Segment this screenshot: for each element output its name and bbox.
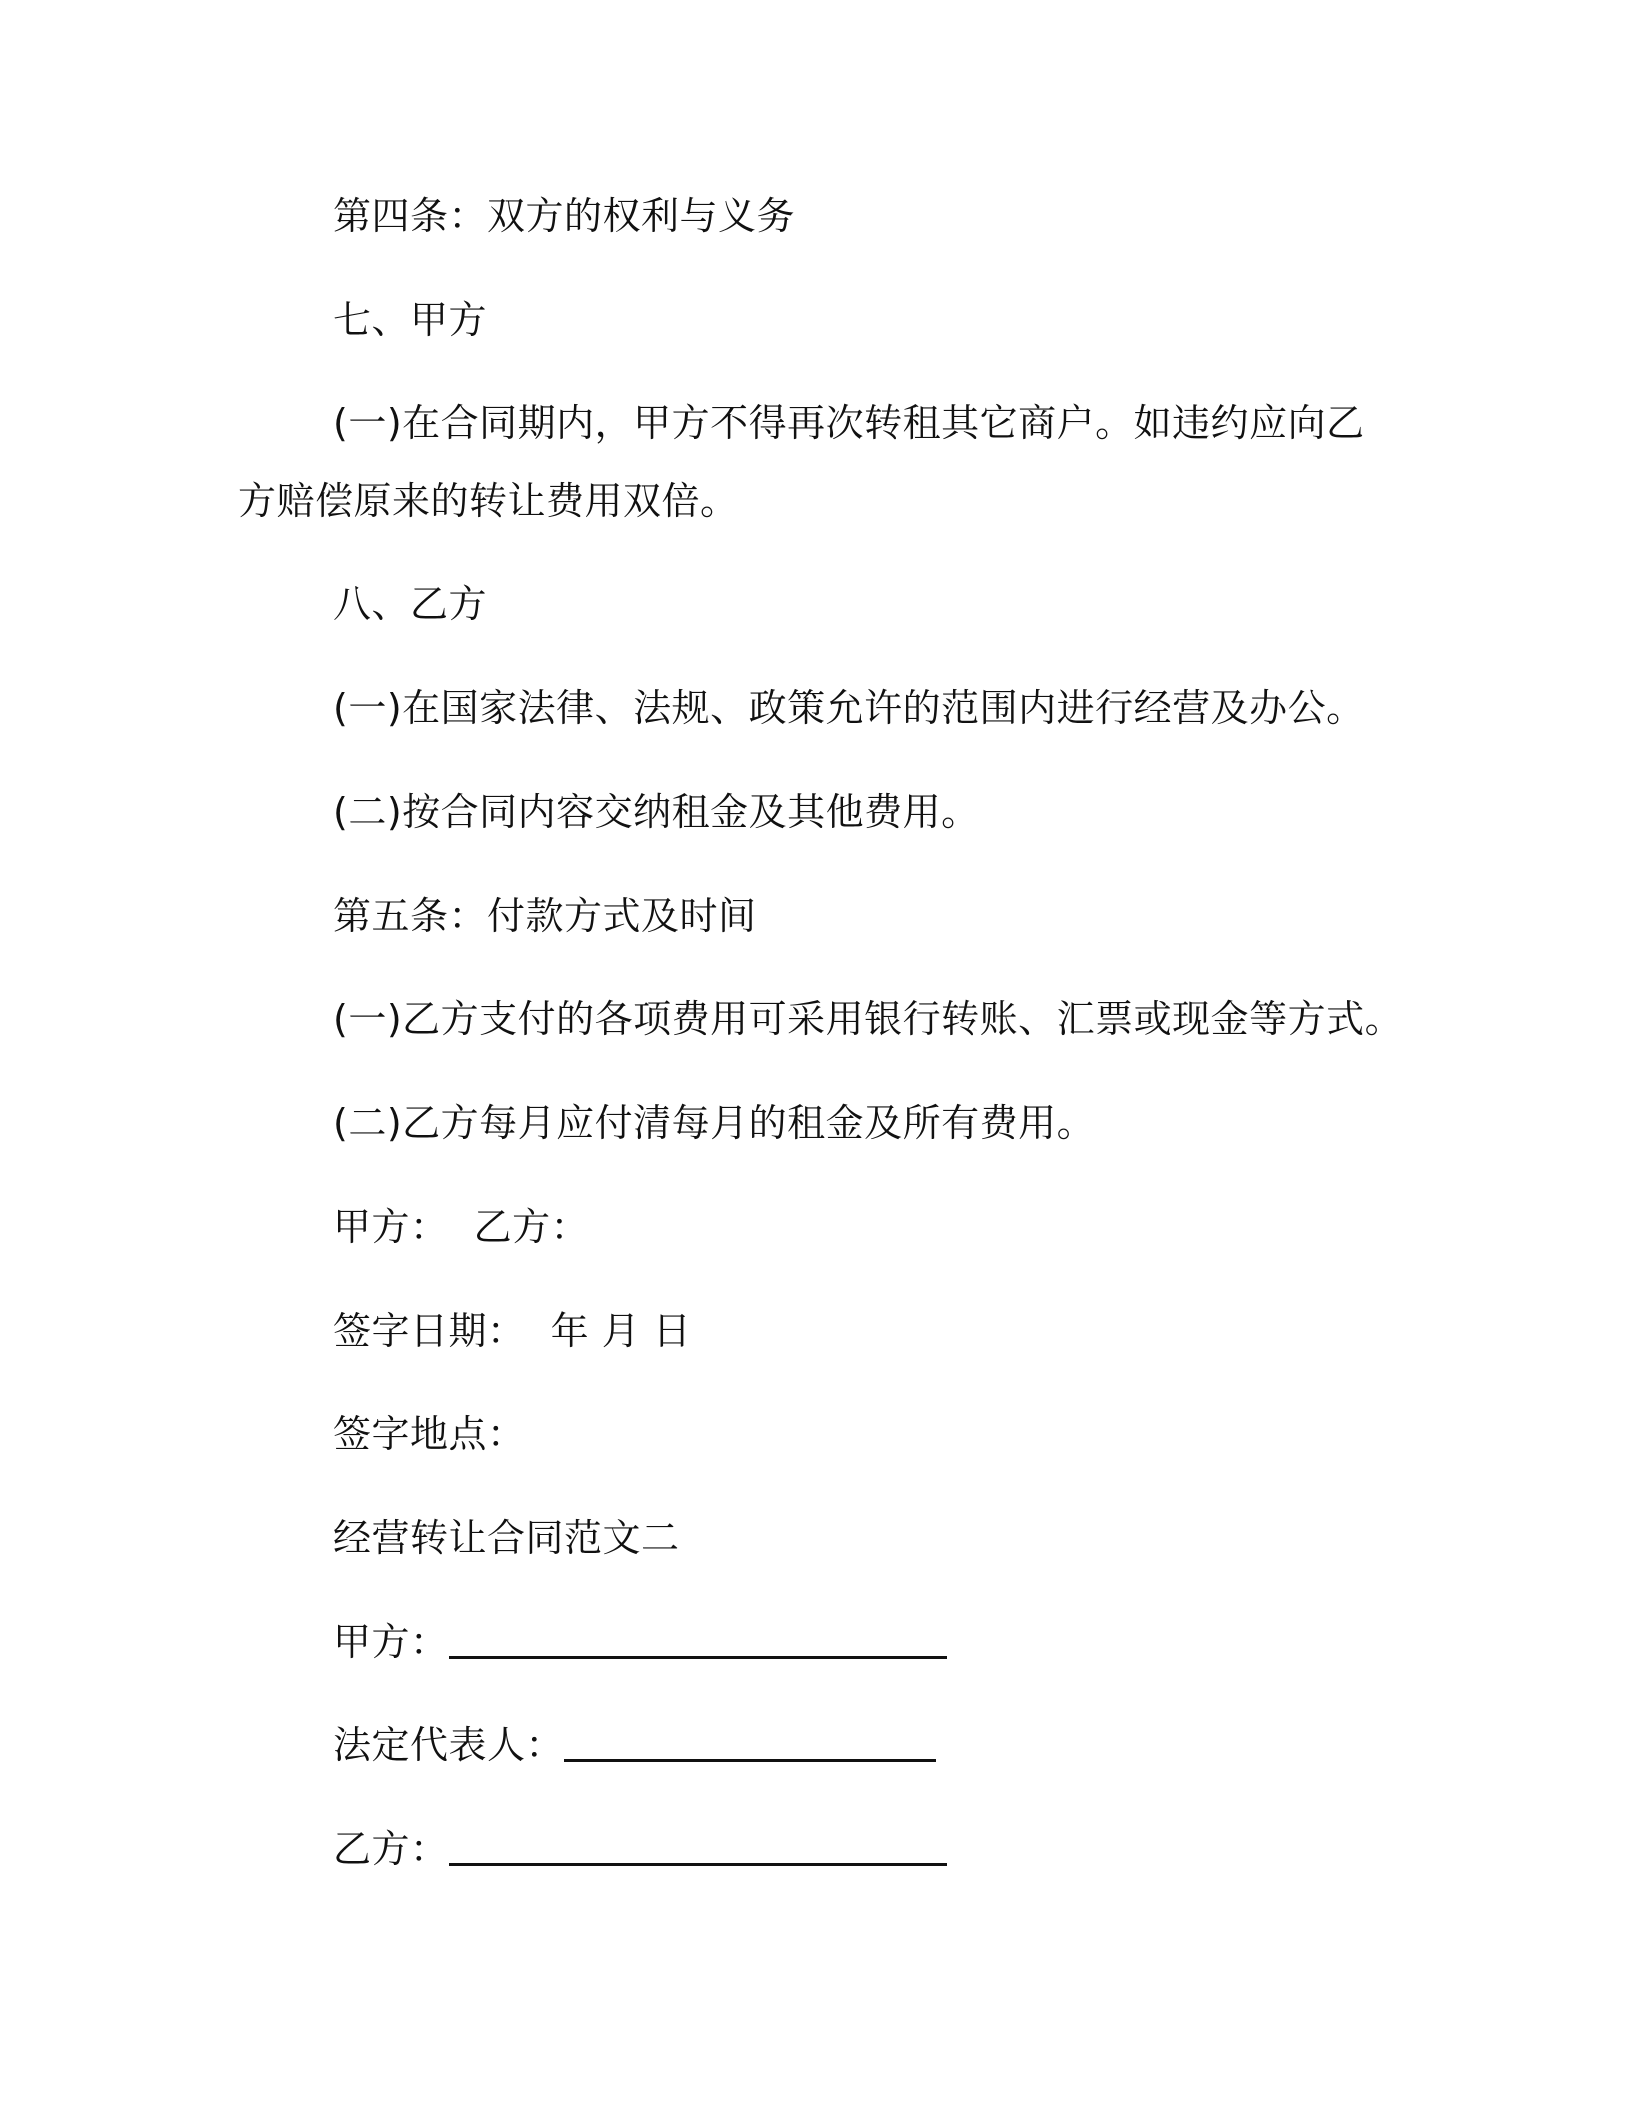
article-5-heading: 第五条：付款方式及时间 — [333, 894, 757, 938]
party-a-field — [333, 1616, 947, 1668]
legal-representative-label: 法定代表人： — [333, 1723, 565, 1767]
legal-representative-field — [333, 1719, 936, 1771]
section-7-heading: 七、甲方 — [333, 298, 488, 342]
section-7-clause-1: (一)在合同期内，甲方不得再次转租其它商户。如违约应向乙方赔偿原来的转让费用双倍。 — [238, 401, 1365, 523]
party-b-label: 乙方： — [333, 1827, 449, 1871]
article-4-heading: 第四条：双方的权利与义务 — [333, 194, 796, 238]
party-b-field — [333, 1823, 947, 1875]
article-5-clause-1: (一)乙方支付的各项费用可采用银行转账、汇票或现金等方式。 — [333, 997, 1404, 1041]
party-b-blank — [449, 1825, 947, 1866]
signature-date-line: 签字日期： 年 月 日 — [333, 1309, 692, 1353]
section-8-heading: 八、乙方 — [333, 582, 488, 626]
article-5-clause-2: (二)乙方每月应付清每月的租金及所有费用。 — [333, 1101, 1096, 1145]
legal-representative-blank — [564, 1721, 936, 1762]
signature-place-line: 签字地点： — [333, 1412, 526, 1456]
section-8-clause-2: (二)按合同内容交纳租金及其他费用。 — [333, 790, 980, 834]
party-a-blank — [449, 1618, 947, 1659]
template-2-heading: 经营转让合同范文二 — [333, 1516, 680, 1560]
party-a-label: 甲方： — [333, 1620, 449, 1664]
section-8-clause-1: (一)在国家法律、法规、政策允许的范围内进行经营及办公。 — [333, 686, 1365, 730]
signature-parties-line: 甲方： 乙方： — [333, 1205, 590, 1249]
